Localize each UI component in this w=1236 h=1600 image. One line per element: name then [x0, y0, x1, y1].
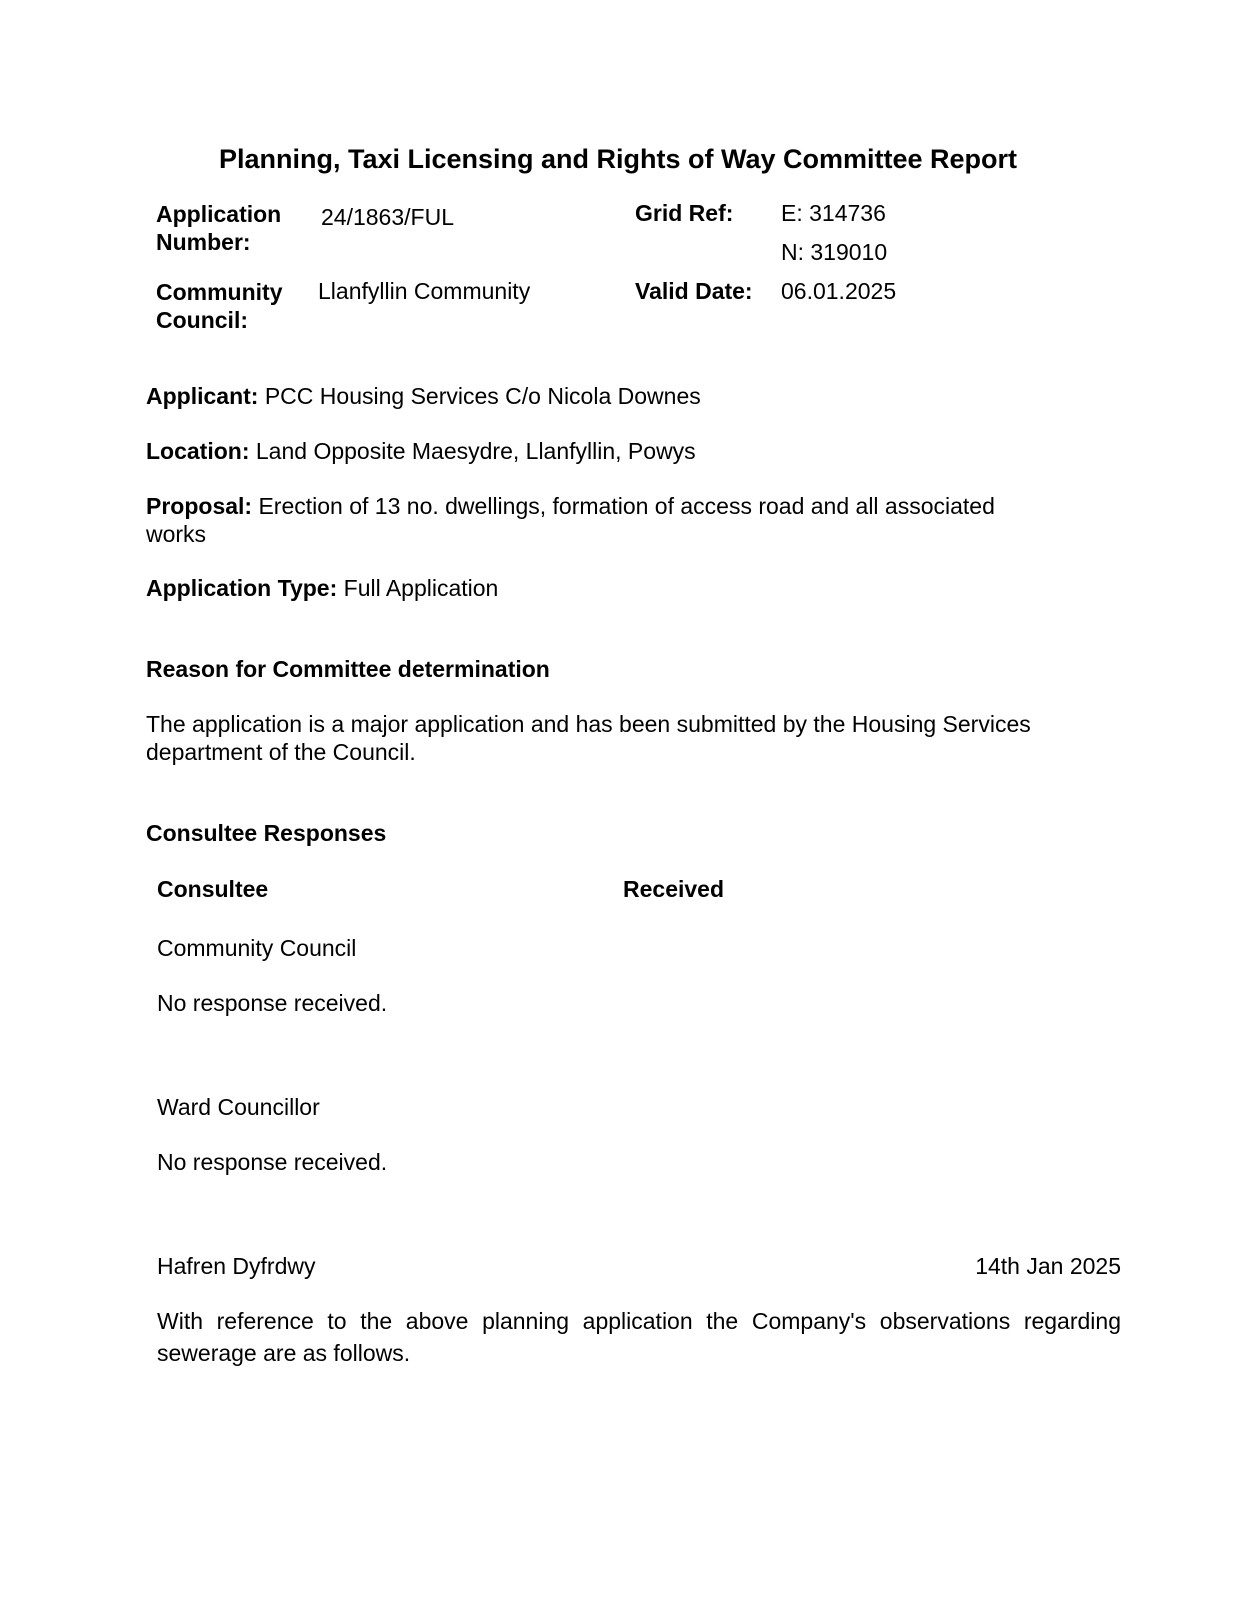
column-header-received: Received	[623, 876, 725, 902]
applicant-value: PCC Housing Services C/o Nicola Downes	[264, 383, 701, 409]
valid-date-label: Valid Date:	[635, 278, 753, 304]
proposal-label: Proposal:	[146, 493, 253, 519]
application-number-value: 24/1863/FUL	[321, 204, 454, 230]
community-council-label	[156, 278, 283, 334]
application-number-label-line2: Number:	[156, 229, 251, 255]
application-type-line	[146, 574, 1096, 602]
reason-text: The application is a major application and has been submitted by the Housing Services department of the Council.	[146, 711, 1031, 765]
consultee-response: No response received.	[157, 990, 388, 1016]
community-council-label-line1: Community	[156, 279, 283, 305]
consultee-responses-heading: Consultee Responses	[146, 820, 387, 846]
consultee-name: Ward Councillor	[157, 1094, 320, 1120]
consultee-name: Community Council	[157, 935, 357, 961]
consultee-name: Hafren Dyfrdwy	[157, 1253, 316, 1279]
column-header-consultee: Consultee	[157, 876, 269, 902]
grid-ref-label: Grid Ref:	[635, 200, 734, 226]
consultee-received-date: 14th Jan 2025	[975, 1253, 1121, 1279]
application-type-value: Full Application	[343, 575, 499, 601]
application-number-label	[156, 200, 281, 256]
community-council-label-line2: Council:	[156, 307, 248, 333]
location-value: Land Opposite Maesydre, Llanfyllin, Powys	[255, 438, 696, 464]
grid-ref-e: E: 314736	[781, 200, 886, 226]
community-council-value: Llanfyllin Community	[318, 278, 531, 304]
consultee-response: No response received.	[157, 1149, 388, 1175]
applicant-line	[146, 382, 1096, 410]
location-label: Location:	[146, 438, 250, 464]
application-number-label-line1: Application	[156, 201, 282, 227]
report-title: Planning, Taxi Licensing and Rights of Way Committee Report	[218, 144, 1018, 174]
valid-date-value: 06.01.2025	[781, 278, 897, 304]
reason-heading: Reason for Committee determination	[146, 656, 550, 682]
applicant-label: Applicant:	[146, 383, 259, 409]
application-type-label: Application Type:	[146, 575, 338, 601]
proposal-value: Erection of 13 no. dwellings, formation of access road and all associated works	[146, 493, 995, 547]
location-line	[146, 437, 1096, 465]
proposal-line	[146, 492, 1046, 548]
consultee-response: With reference to the above planning application the Company's observations regarding sewerage are as follows.	[157, 1308, 1121, 1366]
grid-ref-n: N: 319010	[781, 239, 888, 265]
